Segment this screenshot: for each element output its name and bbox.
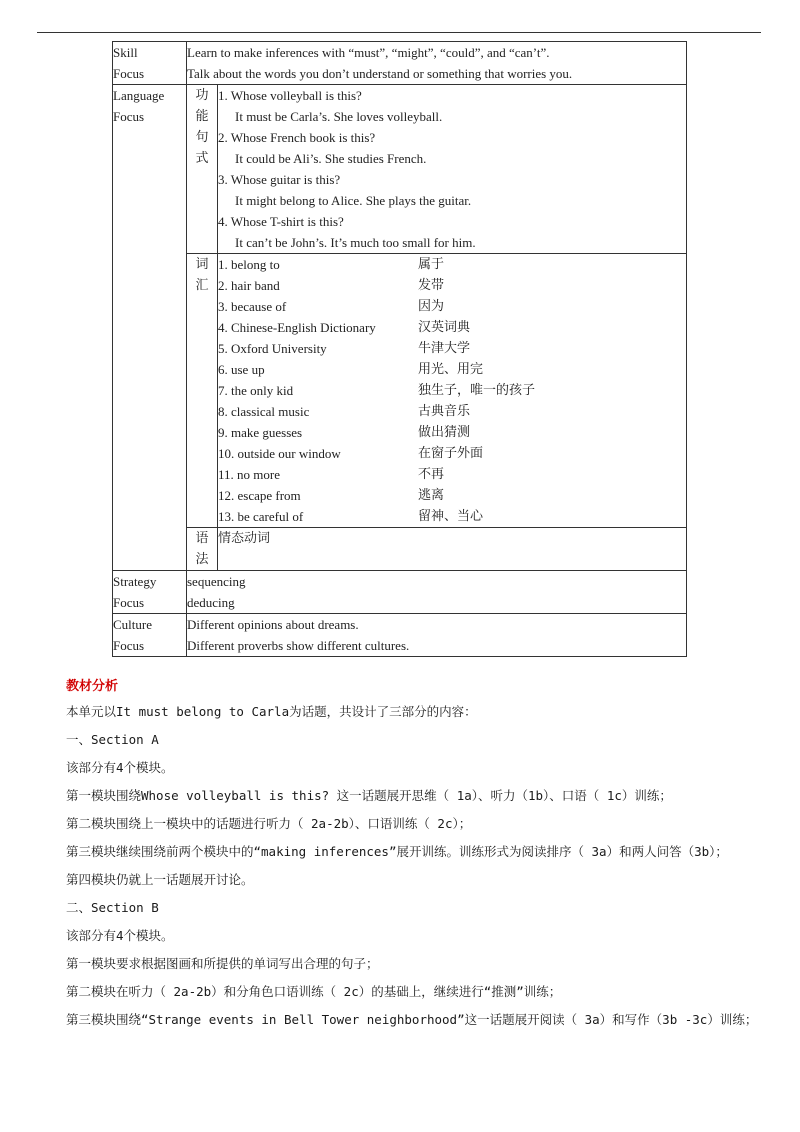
question-line: 4. Whose T-shirt is this? bbox=[218, 214, 344, 229]
vocabulary-row bbox=[113, 254, 687, 528]
vocab-en: 8. classical music bbox=[218, 404, 310, 419]
paragraph: 该部分有4个模块。 bbox=[66, 760, 174, 775]
vocab-item bbox=[218, 317, 686, 338]
vocab-cn: 牛津大学 bbox=[418, 341, 471, 356]
text-line: Different proverbs show different cultures. bbox=[187, 638, 410, 653]
sublabel-char: 功 bbox=[195, 88, 209, 103]
vocab-cn: 不再 bbox=[418, 467, 445, 482]
sublabel-char: 式 bbox=[195, 151, 209, 166]
paragraph: 二、Section B bbox=[66, 900, 159, 915]
paragraph: 第一模块围绕Whose volleyball is this? 这一话题展开思维（ 1a）、听力（1b）、口语（ 1c）训练； bbox=[66, 788, 672, 803]
vocab-item bbox=[218, 296, 686, 317]
label-line: Focus bbox=[113, 109, 145, 124]
vocab-item bbox=[218, 422, 686, 443]
vocab-en: 7. the only kid bbox=[218, 383, 294, 398]
vocab-item bbox=[218, 380, 686, 401]
vocab-en: 12. escape from bbox=[218, 488, 301, 503]
vocab-en: 10. outside our window bbox=[218, 446, 341, 461]
vocab-cn: 留神、当心 bbox=[418, 509, 484, 524]
textbook-analysis-section bbox=[42, 676, 772, 1034]
language-focus-label bbox=[113, 85, 187, 571]
vocab-en: 4. Chinese-English Dictionary bbox=[218, 320, 376, 335]
vocab-item bbox=[218, 506, 686, 527]
text-line: Talk about the words you don’t understand or something that worries you. bbox=[187, 66, 573, 81]
vocab-cn: 逃离 bbox=[418, 488, 445, 503]
paragraph: 本单元以It must belong to Carla为话题，共设计了三部分的内容： bbox=[66, 704, 477, 719]
vocab-item bbox=[218, 485, 686, 506]
vocab-item bbox=[218, 464, 686, 485]
vocab-cn: 汉英词典 bbox=[418, 320, 471, 335]
culture-focus-label bbox=[113, 614, 187, 657]
paragraph: 该部分有4个模块。 bbox=[66, 928, 174, 943]
sublabel-char: 汇 bbox=[195, 278, 209, 293]
vocab-cn: 用光、用完 bbox=[418, 362, 484, 377]
question-line: 3. Whose guitar is this? bbox=[218, 172, 341, 187]
vocab-item bbox=[218, 275, 686, 296]
strategy-focus-row bbox=[113, 571, 687, 614]
grammar-row bbox=[113, 528, 687, 571]
vocab-cn: 因为 bbox=[418, 299, 445, 314]
culture-focus-row bbox=[113, 614, 687, 657]
grammar-content bbox=[218, 528, 687, 571]
label-line: Strategy bbox=[113, 574, 157, 589]
vocab-en: 5. Oxford University bbox=[218, 341, 327, 356]
text-line: deducing bbox=[187, 595, 235, 610]
vocab-en: 11. no more bbox=[218, 467, 280, 482]
answer-line: It can’t be John’s. It’s much too small for him. bbox=[235, 235, 476, 250]
label-line: Skill bbox=[113, 45, 138, 60]
vocab-en: 13. be careful of bbox=[218, 509, 304, 524]
skill-focus-content bbox=[187, 42, 687, 85]
paragraph: 第二模块在听力（ 2a-2b）和分角色口语训练（ 2c）的基础上，继续进行“推测”训练； bbox=[66, 984, 562, 999]
paragraph: 第三模块围绕“Strange events in Bell Tower neighborhood”这一话题展开阅读（ 3a）和写作（3b -3c）训练； bbox=[66, 1012, 758, 1027]
vocab-en: 6. use up bbox=[218, 362, 265, 377]
culture-focus-content bbox=[187, 614, 687, 657]
vocab-item bbox=[218, 338, 686, 359]
answer-line: It might belong to Alice. She plays the guitar. bbox=[235, 193, 472, 208]
vocab-cn: 做出猜测 bbox=[418, 425, 471, 440]
text-line: sequencing bbox=[187, 574, 246, 589]
paragraph: 第四模块仍就上一话题展开讨论。 bbox=[66, 872, 254, 887]
vocab-item bbox=[218, 443, 686, 464]
skill-focus-label bbox=[113, 42, 187, 85]
vocab-cn: 属于 bbox=[418, 257, 445, 272]
strategy-focus-label bbox=[113, 571, 187, 614]
answer-line: It must be Carla’s. She loves volleyball. bbox=[235, 109, 443, 124]
text-line: Learn to make inferences with “must”, “might”, “could”, and “can’t”. bbox=[187, 45, 550, 60]
vocab-en: 9. make guesses bbox=[218, 425, 303, 440]
label-line: Focus bbox=[113, 638, 145, 653]
vocab-cn: 发带 bbox=[418, 278, 445, 293]
section-heading: 教材分析 bbox=[66, 679, 119, 694]
vocab-cn: 独生子，唯一的孩子 bbox=[418, 383, 536, 398]
vocab-item bbox=[218, 359, 686, 380]
functions-sublabel bbox=[187, 85, 218, 254]
functions-row bbox=[113, 85, 687, 254]
label-line: Focus bbox=[113, 66, 145, 81]
sublabel-char: 词 bbox=[195, 257, 209, 272]
answer-line: It could be Ali’s. She studies French. bbox=[235, 151, 427, 166]
label-line: Language bbox=[113, 88, 165, 103]
sublabel-char: 句 bbox=[195, 130, 209, 145]
vocab-item bbox=[218, 401, 686, 422]
grammar-sublabel bbox=[187, 528, 218, 571]
sublabel-char: 能 bbox=[195, 109, 209, 124]
vocab-en: 2. hair band bbox=[218, 278, 280, 293]
paragraph: 一、Section A bbox=[66, 732, 159, 747]
vocab-en: 3. because of bbox=[218, 299, 287, 314]
functions-content bbox=[218, 85, 687, 254]
vocabulary-content bbox=[218, 254, 687, 528]
grammar-text: 情态动词 bbox=[218, 531, 271, 546]
vocab-en: 1. belong to bbox=[218, 257, 280, 272]
label-line: Culture bbox=[113, 617, 152, 632]
vocab-cn: 在窗子外面 bbox=[418, 446, 484, 461]
strategy-focus-content bbox=[187, 571, 687, 614]
sublabel-char: 法 bbox=[195, 552, 209, 567]
vocabulary-sublabel bbox=[187, 254, 218, 528]
paragraph: 第二模块围绕上一模块中的话题进行听力（ 2a-2b）、口语训练（ 2c）； bbox=[66, 816, 472, 831]
header-rule bbox=[37, 32, 761, 33]
label-line: Focus bbox=[113, 595, 145, 610]
text-line: Different opinions about dreams. bbox=[187, 617, 359, 632]
paragraph: 第一模块要求根据图画和所提供的单词写出合理的句子； bbox=[66, 956, 379, 971]
question-line: 1. Whose volleyball is this? bbox=[218, 88, 362, 103]
vocab-cn: 古典音乐 bbox=[418, 404, 471, 419]
skill-focus-row bbox=[113, 42, 687, 85]
sublabel-char: 语 bbox=[195, 531, 209, 546]
unit-focus-table bbox=[112, 41, 687, 657]
vocab-item bbox=[218, 254, 686, 275]
question-line: 2. Whose French book is this? bbox=[218, 130, 376, 145]
paragraph: 第三模块继续围绕前两个模块中的“making inferences”展开训练。训练形式为阅读排序（ 3a）和两人问答（3b）； bbox=[66, 844, 728, 859]
